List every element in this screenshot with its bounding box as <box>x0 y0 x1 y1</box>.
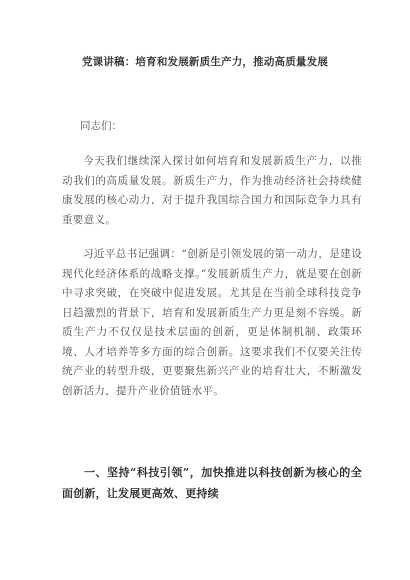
salutation: 同志们： <box>80 120 122 132</box>
paragraph-quote: 习近平总书记强调：“创新是引领发展的第一动力，是建设现代化经济体系的战略支撑。”发展新质生产力，就是要在创新中寻求突破，在突破中促进发展。尤其是在当前全球科技竞争日趋激烈的背景下，培育和发展新质生产力更是刻不容缓。新质生产力不仅仅是技术层面的创新，更是体制机制、政策环境、人才培养等多方面的综合创新。这要求我们不仅要关注传统产业的转型升级，更要聚焦新兴产业的培育壮大，不断激发创新活力，提升产业价值链水平。 <box>62 248 362 397</box>
paragraph-intro: 今天我们继续深入探讨如何培育和发展新质生产力，以推动我们的高质量发展。新质生产力，作为推动经济社会持续健康发展的核心动力，对于提升我国综合国力和国际竞争力具有重要意义。 <box>62 155 362 226</box>
section-heading: 一、坚持“科技引领”，加快推进以科技创新为核心的全面创新，让发展更高效、更持续 <box>62 466 362 500</box>
document-title: 党课讲稿：培育和发展新质生产力，推动高质量发展 <box>81 56 329 68</box>
